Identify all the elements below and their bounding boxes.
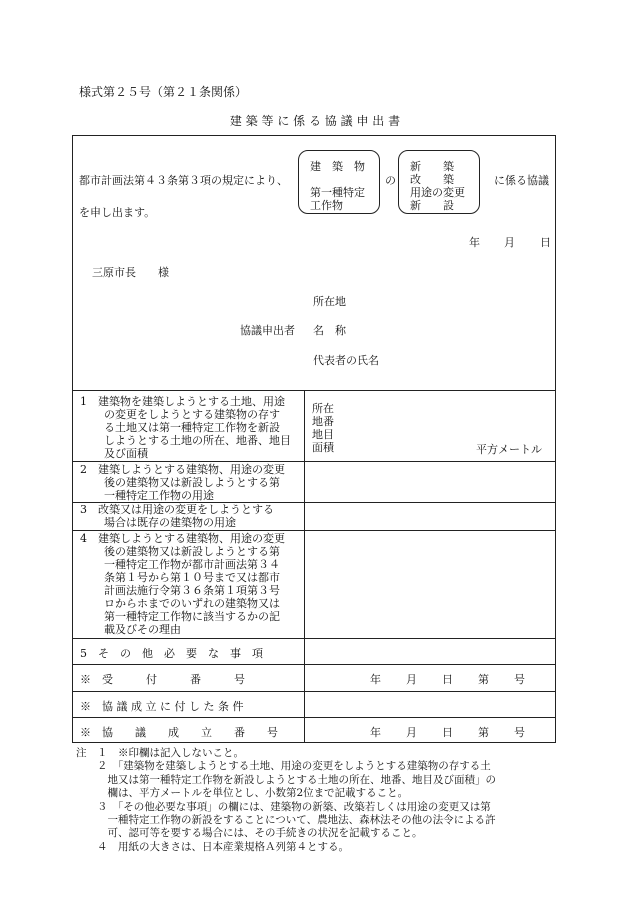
row-2-label: 2 建築しようとする建築物、用途の変更 後の建築物又は新設しようとする第 一種特定工作物の用途 [80, 463, 285, 502]
row-6-day: 日 [442, 673, 453, 686]
date-month: 月 [504, 236, 515, 249]
form-title: 建 築 等 に 係 る 協 議 申 出 書 [229, 114, 401, 128]
intro-right-2: 改 築 [410, 173, 454, 186]
row-4-label: 4 建築しようとする建築物、用途の変更 後の建築物又は新設しようとする第 一種特定工作物が都市計画法第３４ 条第１号から第１０号まで又は都市 計画法施行令第３６条第１項第３号 ロからホまでのいずれの建築物又は 第一種特定工作物に該当するかの記 載及びその理由 [80, 532, 285, 636]
row-1-label: 1 建築物を建築しようとする土地、用途 の変更をしようとする建築物の存す る土地又は第一種特定工作物を新設 しようとする土地の所在、地番、地目 及び面積 [80, 395, 291, 460]
row-8-year: 年 [370, 726, 381, 739]
applicant-name: 名 称 [313, 324, 346, 337]
row-7-label: ※ 協 議 成 立 に 付 し た 条 件 [80, 700, 244, 713]
row-8-day: 日 [442, 726, 453, 739]
intro-right-1: 新 築 [410, 160, 454, 173]
row-6-year: 年 [370, 673, 381, 686]
intro-line2: を申し出ます。 [79, 206, 156, 219]
row-6-label: ※ 受 付 番 号 [80, 673, 245, 686]
row-8-label: ※ 協 議 成 立 番 号 [80, 726, 278, 739]
row-6-month: 月 [406, 673, 417, 686]
notes: 注 １ ※印欄は記入しないこと。 ２ 「建築物を建築しようとする土地、用途の変更をしようとする建築物の存する土 地又は第一種特定工作物を新設しようとする土地の所在、地番、地目及び面積」の 欄は、平方メートルを単位とし、小数第2位まで記載すること。 ３ 「その他必要な事項」の欄には、建築物の新築、改築若しくは用途の変更又は第 一種特定工作物の新設をすることについて、農地法、森林法その他の法令による許 可、認可等を要する場合には、その手続きの状況を記載すること。 ４ 用紙の大きさは、日本産業規格Ａ列第４とする。 [76, 747, 496, 853]
row-1-value[interactable]: 所在 地番 地目 面積 [312, 402, 334, 454]
row-6-no: 第 [478, 673, 489, 686]
applicant-rep: 代表者の氏名 [313, 354, 379, 367]
intro-left-3: 工作物 [310, 199, 343, 212]
intro-prefix: 都市計画法第４３条第３項の規定により、 [79, 174, 288, 187]
date-day: 日 [540, 236, 551, 249]
row-6-go: 号 [514, 673, 525, 686]
intro-conj: の [385, 174, 396, 187]
row-5-label: 5 そ の 他 必 要 な 事 項 [80, 647, 263, 660]
row-8-go: 号 [514, 726, 525, 739]
form-number: 様式第２５号（第２１条関係） [79, 85, 248, 99]
intro-right-3: 用途の変更 [410, 186, 465, 199]
applicant-label: 協議申出者 [240, 324, 295, 337]
row-3-label: 3 改築又は用途の変更をしようとする 場合は既存の建築物の用途 [80, 503, 274, 529]
row-8-month: 月 [406, 726, 417, 739]
intro-left-2: 第一種特定 [310, 186, 365, 199]
intro-suffix: に係る協議 [494, 174, 549, 187]
row-8-no: 第 [478, 726, 489, 739]
column-divider [304, 390, 305, 743]
area-unit: 平方メートル [476, 443, 542, 456]
intro-left-1: 建 築 物 [310, 160, 365, 173]
date-year: 年 [469, 236, 480, 249]
intro-right-4: 新 設 [410, 199, 454, 212]
applicant-address: 所在地 [313, 295, 346, 308]
addressee: 三原市長 様 [92, 266, 169, 279]
